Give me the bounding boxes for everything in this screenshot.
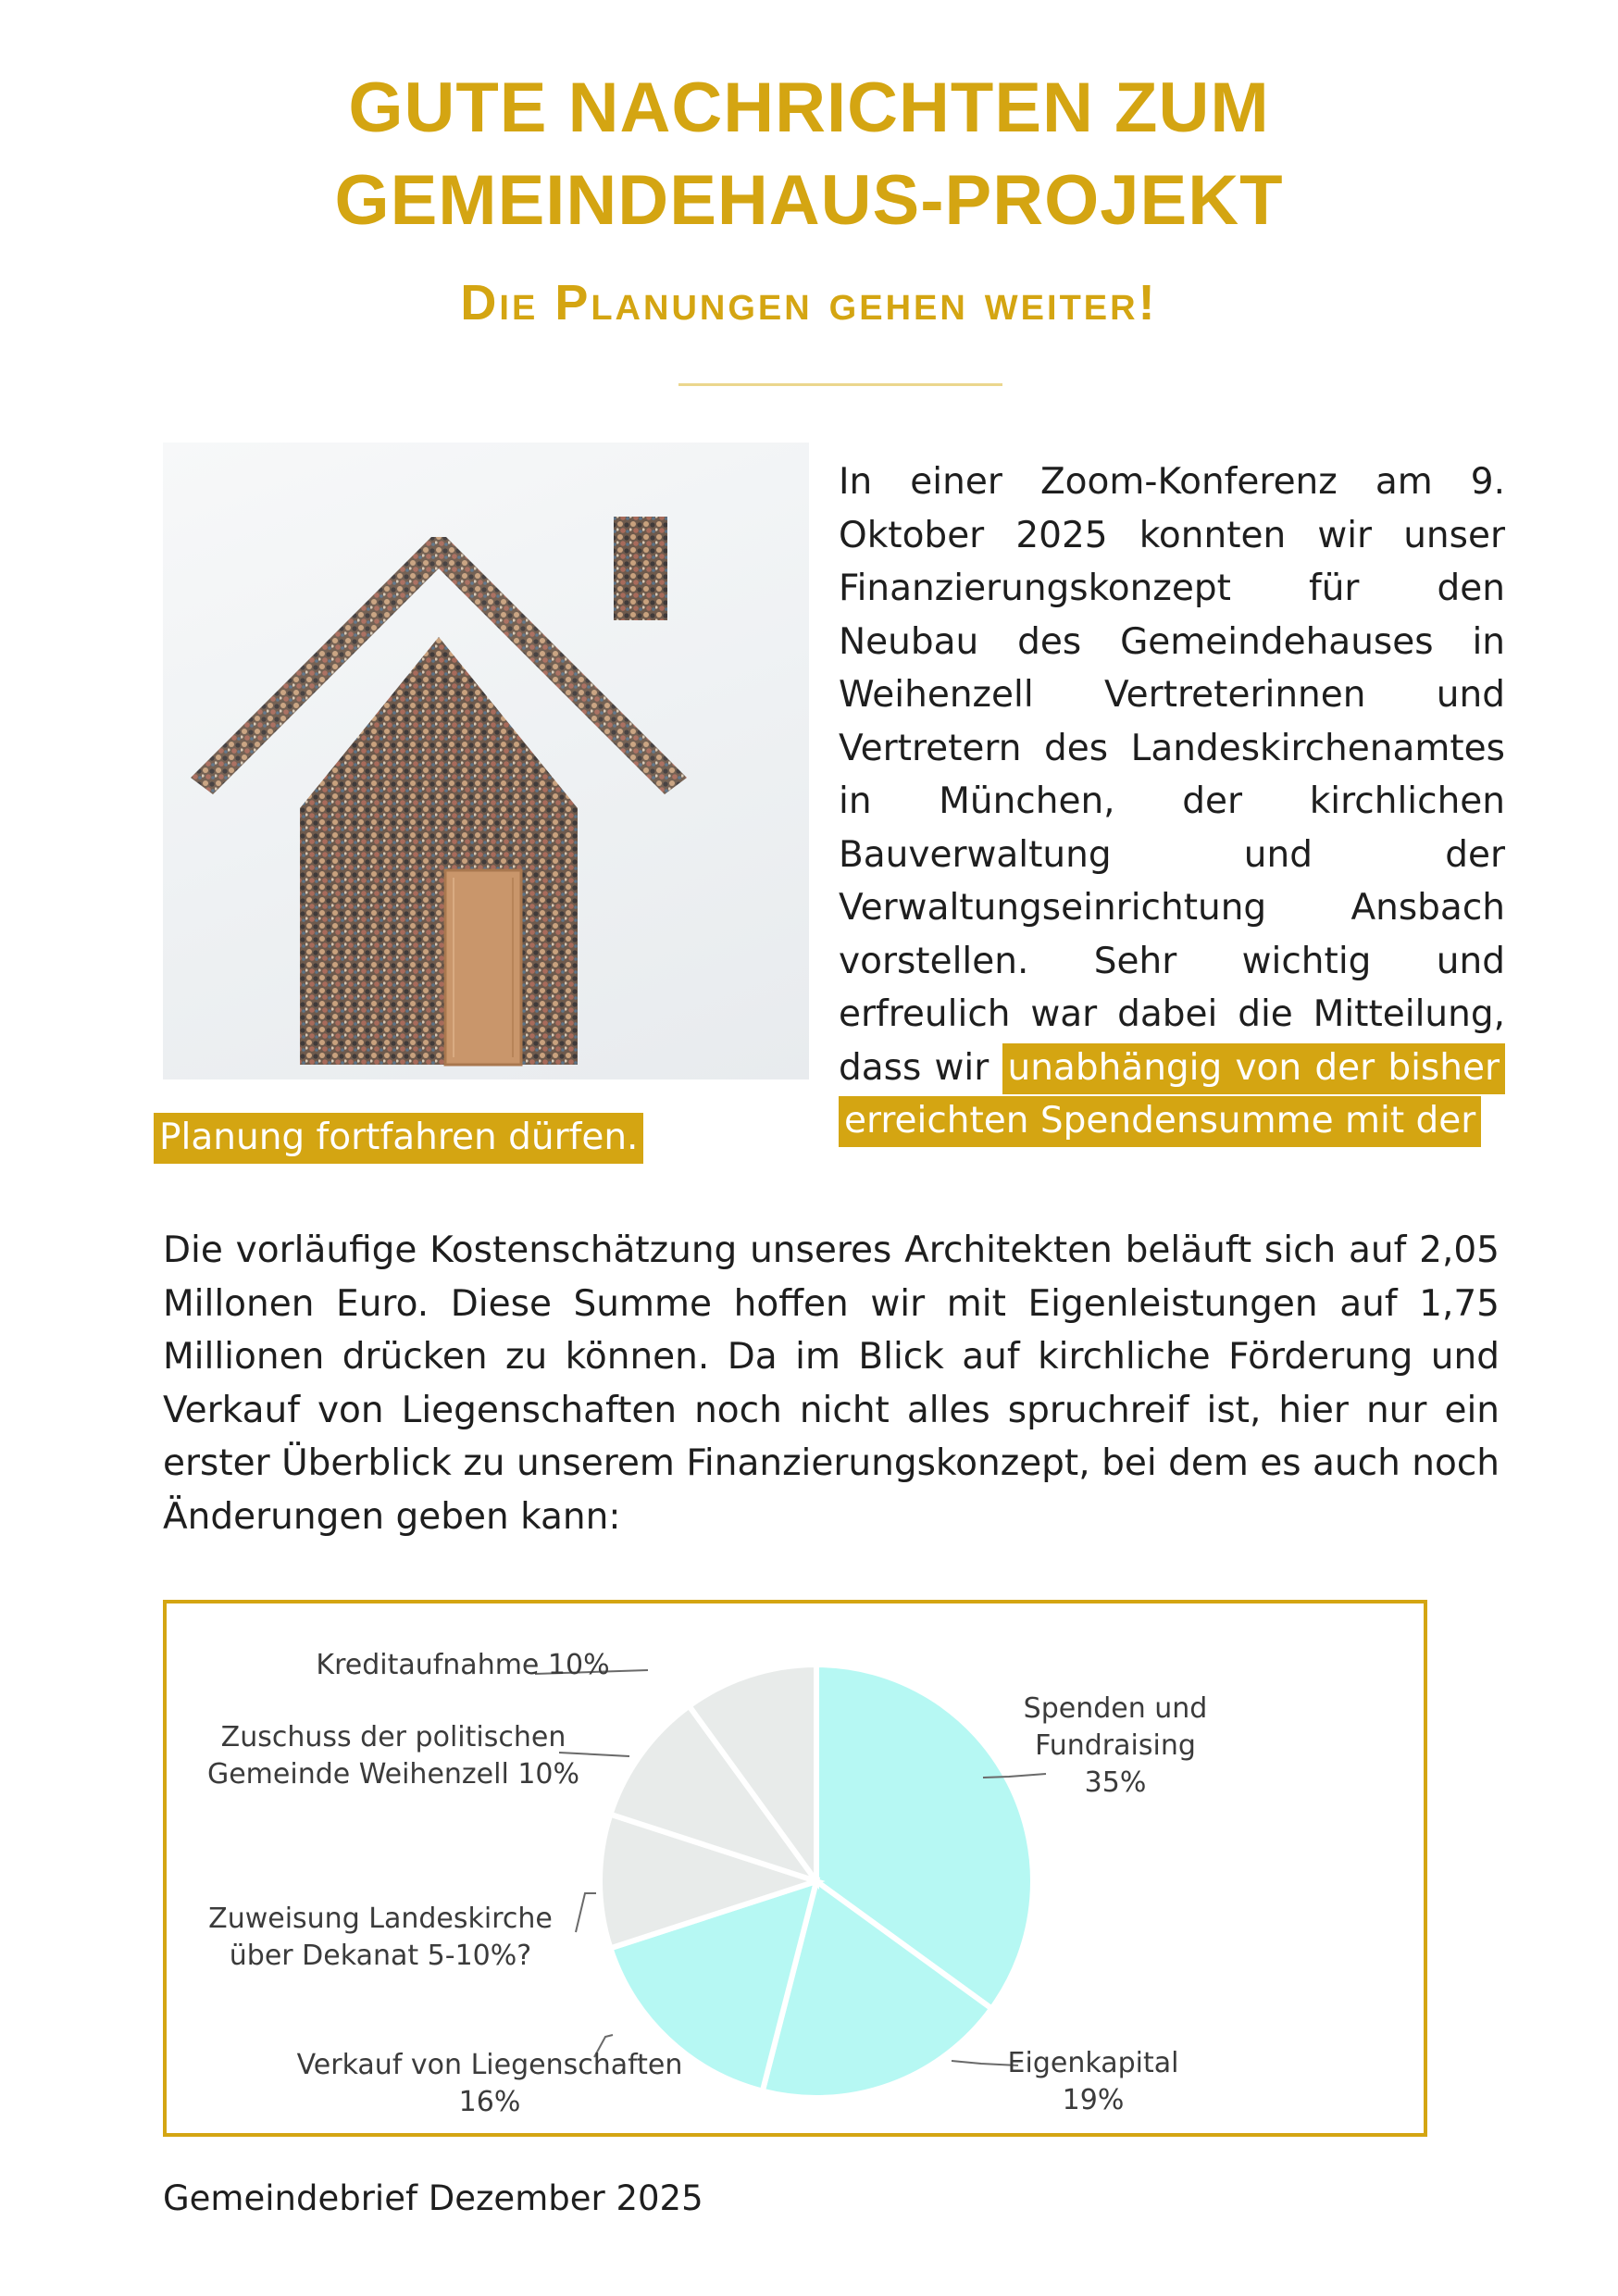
pie-label: 19% [1062,2084,1125,2116]
pie-label: Zuschuss der politischen [220,1721,566,1753]
footer-issue: Gemeindebrief Dezember 2025 [163,2178,703,2218]
title-divider [678,383,1002,386]
pie-label: Zuweisung Landeskirche [208,1903,553,1935]
pie-label: Eigenkapital [1007,2047,1179,2079]
intro-text: In einer Zoom-Konferenz am 9. Oktober 2025 konnten wir unser Finanzierungskonzept für den Neubau des Gemeindehauses in Weihenzell Vertreterinnen und Vertretern des Landeskirchenamtes in München, der kirchlichen Bauverwaltung und der Verwaltungseinrichtung Ansbach vorstellen. Sehr wichtig und erfreulich war dabei die Mitteilung, dass wir [839,461,1505,1089]
pie-chart-svg [167,1603,1424,2133]
house-crowd-illustration [163,443,809,1079]
pie-label: Gemeinde Weihenzell 10% [206,1758,580,1791]
house-of-people-photo [163,443,809,1079]
headline-line-1: GUTE NACHRICHTEN ZUM [348,69,1270,147]
leader-line [576,1893,596,1932]
intro-highlight-tail: Planung fortfahren dürfen. [154,1113,643,1164]
pie-label: 35% [1084,1766,1147,1799]
headline-line-2: GEMEINDEHAUS-PROJEKT [334,161,1284,240]
pie-label: Fundraising [1035,1729,1196,1762]
pie-label: Spenden und [1023,1692,1208,1725]
pie-label: Verkauf von Liegenschaften [296,2049,683,2081]
subheadline: Die Planungen gehen weiter! [460,275,1158,331]
financing-pie-chart [163,1600,1427,2137]
intro-paragraph [839,455,1505,1148]
pie-label: 16% [458,2086,521,2118]
intro-highlight-continuation [154,1111,802,1165]
intro-highlight: unabhängig von der bisher erreichten Spendensumme mit der [839,1043,1505,1148]
leader-line [559,1753,629,1756]
pie-label: Kreditaufnahme 10% [316,1649,610,1681]
pie-label: über Dekanat 5-10%? [229,1940,532,1972]
cost-paragraph: Die vorläufige Kostenschätzung unseres Architekten beläuft sich auf 2,05 Millonen Euro. Diese Summe hoffen wir mit Eigenleistungen auf 1,75 Millionen drücken zu können. Da im Blick auf kirchliche Förderung und Verkauf von Liegenschaften noch nicht alles spruchreif ist, hier nur ein erster Überblick zu unserem Finanzierungskonzept, bei dem es auch noch Änderungen geben kann: [163,1229,1500,1538]
